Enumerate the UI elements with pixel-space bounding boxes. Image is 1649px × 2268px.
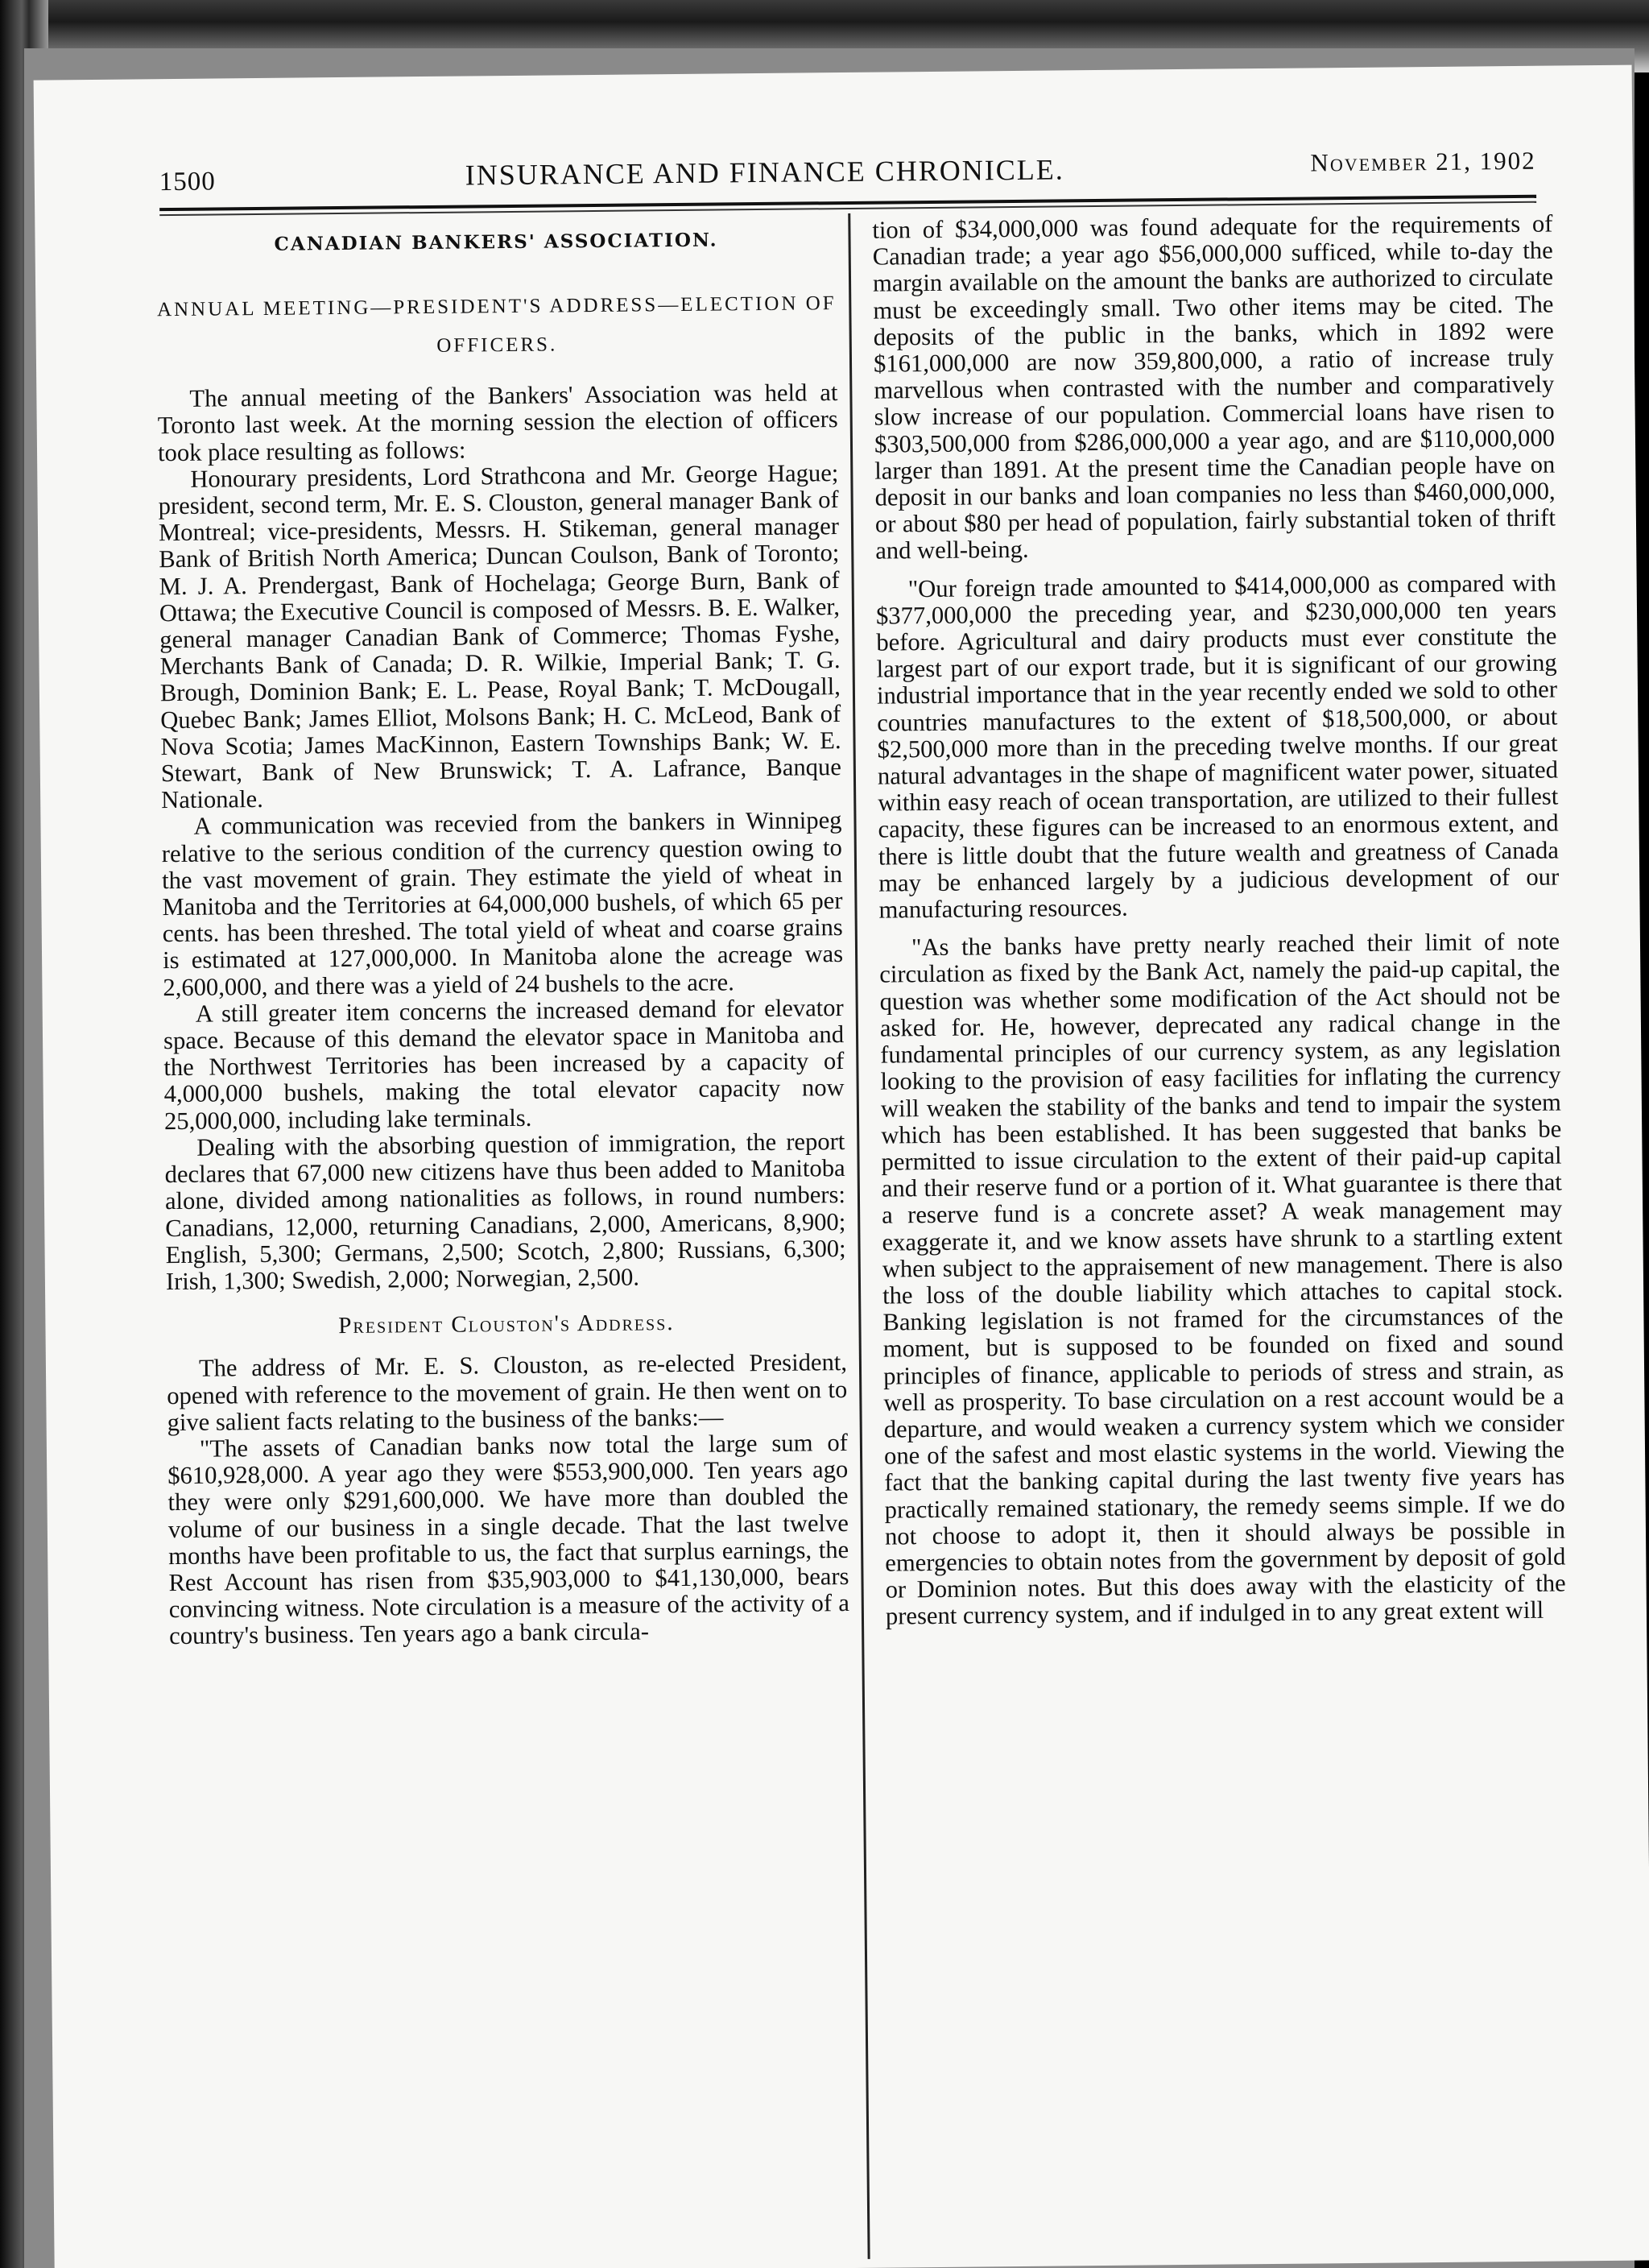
article-paragraph: "As the banks have pretty nearly reached their limit of note circulation as fixed by the Bank Act, namely the paid-up capital, the question was whether some modification of the Act should not be asked for. He, however, deprecated any radical change in the fundamental principles of our currency system, as any legislation looking to the provision of easy facilities for inflating the currency will weaken the stability of the banks and tend to impair the system which has been established. It has been suggested that banks be permitted to issue circulation to the extent of their paid-up capital and their reserve fund or a portion of it. What guarantee is there that a reserve fund is a concrete asset? A weak management may exaggerate it, and we know assets have shrunk to a startling extent when subject to the appraisement of new management. There is also the loss of the double liability which attaches to capital stock. Banking legislation is not framed for the circumstances of the moment, but is supposed to be founded on fixed and sound principles of finance, applicable to periods of stress and strain, as well as prosperity. To base circulation on a rest account would be a departure, and would weaken a currency system which we consider one of the safest and most elastic systems in the world. Viewing the fact that the banking capital during the last twenty five years has practically remained stationary, the remedy seems simple. If we do not choose to adopt it, then it should always be possible in emergencies to obtain notes from the government by deposit of gold or Dominion notes. But this does away with the elasticity of the present currency system, and if indulged in to any great extent will <box>879 927 1566 1630</box>
article-paragraph: The address of Mr. E. S. Clouston, as re-elected President, opened with reference to the movement of grain. He then went on to give salient facts relating to the business of the banks:— <box>167 1348 848 1436</box>
article-paragraph: A still greater item concerns the increased demand for elevator space. Because of this demand the elevator space in Manitoba and the Northwest Territories has been increased by a capacity of 4,000,000 bushels, making the total elevator capacity now 25,000,000, including lake terminals. <box>163 993 845 1135</box>
article-paragraph: Dealing with the absorbing question of immigration, the report declares that 67,000 new citizens have thus been added to Manitoba alone, divided among nationalities as follows, in round numbers: Canadians, 12,000, returning Canadians, 2,000, Americans, 8,900; English, 5,300; Germans, 2,500; Scotch, 2,800; Russians, 6,300; Irish, 1,300; Swedish, 2,000; Norwegian, 2,500. <box>164 1127 846 1296</box>
section-title: CANADIAN BANKERS' ASSOCIATION. <box>274 229 718 255</box>
article-paragraph: A communication was recevied from the bankers in Winnipeg relative to the serious condition of the currency question owing to the vast movement of grain. They estimate the yield of wheat in Manitoba and the Territories at 64,000,000 bushels, of which 65 per cents. has been threshed. The total yield of wheat and coarse grains is estimated at 127,000,000. In Manitoba alone the acreage was 2,600,000, and there was a yield of 24 bushels to the acre. <box>161 806 844 1001</box>
newspaper-page <box>34 65 1649 2268</box>
left-column <box>155 217 849 1650</box>
article-paragraph: Honourary presidents, Lord Strathcona and Mr. George Hague; president, second term, Mr. E. S. Clouston, general manager Bank of Montreal; vice-presidents, Messrs. H. Stikeman, general manager Bank of British North America; Duncan Coulson, Bank of Toronto; M. J. A. Prendergast, Bank of Hochelaga; George Burn, Bank of Ottawa; the Executive Council is composed of Messrs. B. E. Walker, general manager Canadian Bank of Commerce; Thomas Fyshe, Merchants Bank of Canada; D. R. Wilkie, Imperial Bank; T. G. Brough, Dominion Bank; E. L. Pease, Royal Bank; T. McDougall, Quebec Bank; James Elliot, Molsons Bank; H. C. McLeod, Bank of Nova Scotia; James MacKinnon, Eastern Townships Bank; W. E. Stewart, Bank of New Brunswick; T. A. Lafrance, Banque Nationale. <box>158 458 841 814</box>
right-column <box>872 211 1566 1631</box>
issue-date: November 21, 1902 <box>1310 146 1536 177</box>
article-paragraph: tion of $34,000,000 was found adequate for the requirements of Canadian trade; a year ago $56,000,000 sufficed, while to-day the margin available on the amount the banks are authorized to circulate must be exceedingly small. Two other items may be cited. The deposits of the public in the banks, which in 1892 were $161,000,000 are now 359,800,000, a ratio of increase truly marvellous when contrasted with the number and comparatively slow increase of our population. Commercial loans have risen to $303,500,000 from $286,000,000 a year ago, and are $110,000,000 larger than 1891. At the present time the Canadian people have on deposit in our banks and loan companies no less than $460,000,000, or about $80 per head of population, fairly substantial token of thrift and well-being. <box>872 209 1556 565</box>
article-paragraph: "The assets of Canadian banks now total the large sum of $610,928,000. A year ago they were $553,900,000. Ten years ago they were only $291,600,000. We have more than doubled the volume of our business in a single decade. That the last twelve months have been profitable to us, the fact that surplus earnings, the Rest Account has risen from $35,903,000 to $41,130,000, bears convincing witness. Note circulation is a measure of the activity of a country's business. Ten years ago a bank circula- <box>167 1428 849 1650</box>
page-number: 1500 <box>159 167 216 197</box>
article-paragraph: The annual meeting of the Bankers' Association was held at Toronto last week. At the morning session the election of officers took place resulting as follows: <box>157 379 838 466</box>
journal-title: INSURANCE AND FINANCE CHRONICLE. <box>465 153 1064 192</box>
article-subtitle: ANNUAL MEETING—PRESIDENT'S ADDRESS—ELECTION OF OFFICERS. <box>156 292 837 358</box>
column-divider <box>848 213 870 2259</box>
sub-heading: President Clouston's Address. <box>338 1310 675 1339</box>
article-paragraph: "Our foreign trade amounted to $414,000,000 as compared with $377,000,000 the preceding year, and $230,000,000 ten years before. Agricultural and dairy products must ever constitute the largest part of our export trade, but it is significant of our growing industrial importance that in the year recently ended we sold to other countries manufactures to the extent of $18,500,000, or about $2,500,000 more than in the preceding twelve months. If our great natural advantages in the shape of magnificent water power, situated within easy reach of ocean transportation, are utilized to their fullest capacity, these figures can be increased to an enormous extent, and there is little doubt that the future wealth and greatness of Canada may be enhanced largely by a judicious development of our manufacturing resources. <box>875 569 1560 924</box>
